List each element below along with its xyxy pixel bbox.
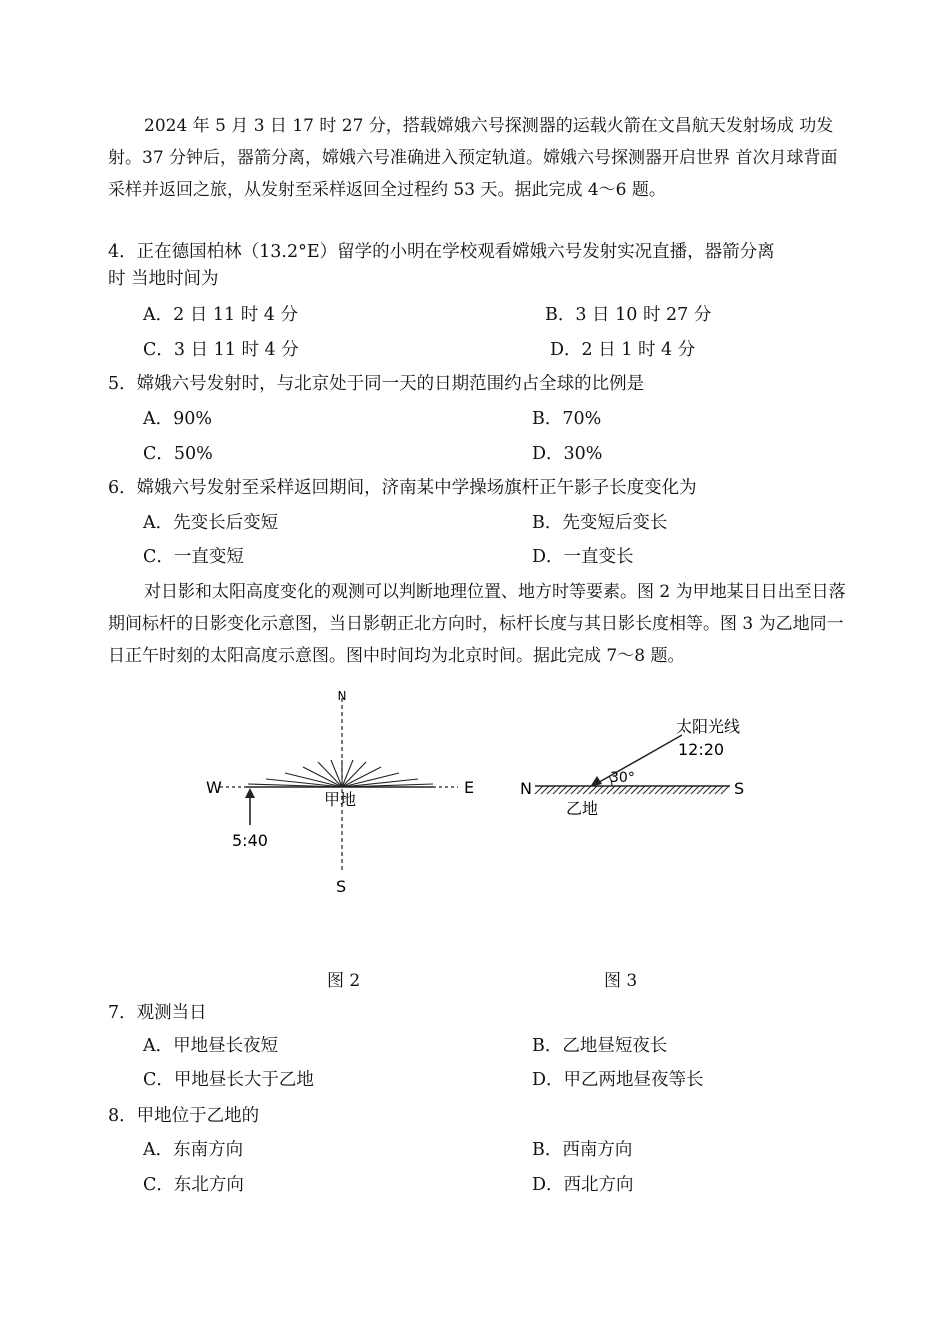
question-4-option-c[interactable]: C．3 日 11 时 4 分 [143, 340, 299, 360]
south-label: S [336, 877, 347, 896]
intro-paragraph-2: 对日影和太阳高度变化的观测可以判断地理位置、地方时等要素。图 2 为甲地某日日出至日落期间标杆的日影变化示意图，当日影朝正北方向时，标杆长度与其日影长度相等。图 3 为乙地同一日正午时刻的太阳高度示意图。图中时间均为北京时间。据此完成 7～8 题。 [108, 582, 846, 666]
shadow-line [285, 773, 342, 787]
question-8-stem: 8．甲地位于乙地的 [108, 1106, 260, 1126]
time-label: 5:40 [232, 831, 268, 850]
south-label: S [734, 779, 745, 798]
question-6-stem: 6．嫦娥六号发射至采样返回期间，济南某中学操场旗杆正午影子长度变化为 [108, 478, 697, 498]
figure-3-caption: 图 3 [604, 971, 638, 991]
question-4-stem-line2: 时 当地时间为 [108, 269, 219, 289]
time-arrow-head [245, 788, 255, 798]
question-7-stem: 7．观测当日 [108, 1003, 207, 1023]
question-7-option-b[interactable]: B．乙地昼短夜长 [532, 1036, 668, 1056]
question-7-option-c[interactable]: C．甲地昼长大于乙地 [143, 1070, 314, 1090]
figure-2-shadow-diagram [190, 690, 490, 905]
shadow-line [342, 760, 353, 787]
question-5-stem: 5．嫦娥六号发射时，与北京处于同一天的日期范围约占全球的比例是 [108, 374, 645, 394]
intro-paragraph-1: 2024 年 5 月 3 日 17 时 27 分，搭载嫦娥六号探测器的运载火箭在文昌航天发射场成 功发射。37 分钟后，器箭分离，嫦娥六号准确进入预定轨道。嫦娥六号探测器开启世界 首次月球背面采样并返回之旅，从发射至采样返回全过程约 53 天。据此完成 4～6 题。 [108, 116, 838, 200]
north-label: N [520, 779, 532, 798]
shadow-line [318, 762, 342, 787]
shadow-line [331, 760, 342, 787]
question-7-option-a[interactable]: A．甲地昼长夜短 [143, 1036, 279, 1056]
question-4-option-a[interactable]: A．2 日 11 时 4 分 [143, 305, 298, 325]
shadow-fan [248, 760, 433, 787]
question-5-option-c[interactable]: C．50% [143, 444, 213, 464]
ground-hatching [535, 786, 729, 794]
figure-3-sun-altitude-diagram [510, 708, 770, 838]
east-label: E [464, 778, 475, 797]
question-5-option-a[interactable]: A．90% [143, 409, 213, 429]
question-6-option-a[interactable]: A．先变长后变短 [143, 513, 279, 533]
question-4-option-b[interactable]: B．3 日 10 时 27 分 [545, 305, 712, 325]
place-label: 乙地 [566, 799, 599, 818]
angle-label: 30° [610, 770, 635, 786]
sun-ray [594, 735, 682, 785]
question-4-option-d[interactable]: D．2 日 1 时 4 分 [550, 340, 696, 360]
figure-2-caption: 图 2 [327, 971, 361, 991]
question-5-option-b[interactable]: B．70% [532, 409, 602, 429]
question-8-option-b[interactable]: B．西南方向 [532, 1140, 633, 1160]
shadow-line [342, 762, 366, 787]
question-8-option-c[interactable]: C．东北方向 [143, 1175, 244, 1195]
question-8-option-d[interactable]: D．西北方向 [532, 1175, 634, 1195]
time-label: 12:20 [678, 740, 725, 759]
west-label: W [206, 778, 222, 797]
sunlight-label: 太阳光线 [676, 717, 741, 736]
question-4-stem-line1: 4．正在德国柏林（13.2°E）留学的小明在学校观看嫦娥六号发射实况直播，器箭分离 [108, 242, 775, 262]
north-label: N [337, 690, 347, 703]
question-8-option-a[interactable]: A．东南方向 [143, 1140, 244, 1160]
question-5-option-d[interactable]: D．30% [532, 444, 603, 464]
question-6-option-b[interactable]: B．先变短后变长 [532, 513, 668, 533]
question-7-option-d[interactable]: D．甲乙两地昼夜等长 [532, 1070, 704, 1090]
place-label: 甲地 [324, 790, 357, 809]
question-6-option-d[interactable]: D．一直变长 [532, 547, 634, 567]
question-6-option-c[interactable]: C．一直变短 [143, 547, 244, 567]
